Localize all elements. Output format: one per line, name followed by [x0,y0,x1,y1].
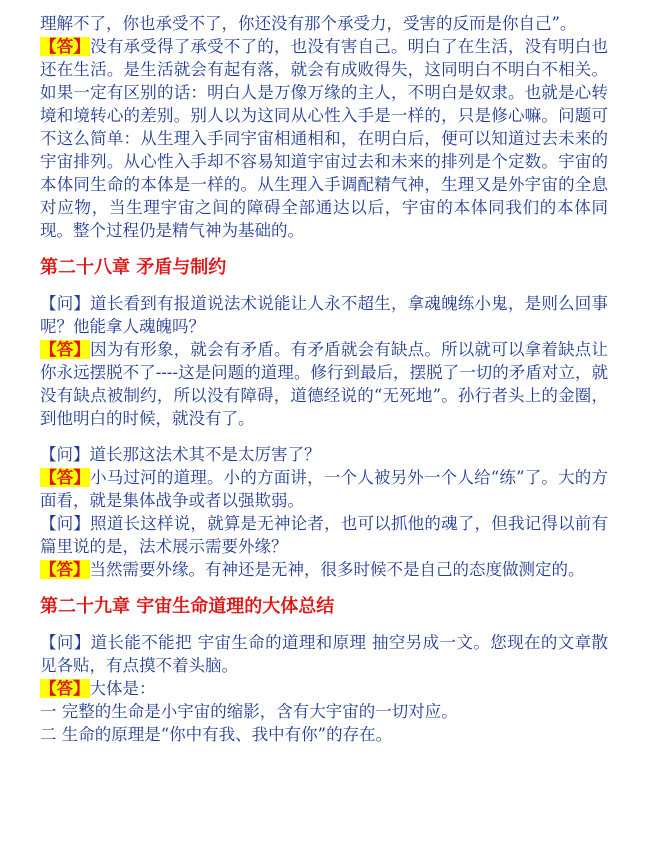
answer-label: 【答】 [40,560,90,579]
spacer [40,430,608,443]
intro-text: 理解不了，你也承受不了，你还没有那个承受力，受害的反而是你自己”。 [40,14,577,33]
chapter29-item2: 二 生命的原理是“你中有我、我中有你”的存在。 [40,725,393,744]
question-label: 【问】 [40,294,91,313]
chapter28-q2 [40,443,608,466]
chapter29-content [40,631,608,746]
chapter29-title: 第二十九章 宇宙生命道理的大体总结 [40,596,335,617]
answer-label: 【答】 [40,679,90,698]
answer-label: 【答】 [40,340,91,359]
chapter29-a1 [40,677,608,700]
chapter28-a3-text: 当然需要外缘。有神还是无神，很多时候不是自己的态度做测定的。 [89,560,585,579]
chapter28-q1 [40,292,608,338]
chapter28-q3-text: 照道长这样说，就算是无神论者，也可以抓他的魂了，但我记得以前有篇里说的是，法术展示需要外缘？ [40,514,609,556]
block1-answer-text: 没有承受得了承受不了的，也没有害自己。明白了在生活，没有明白也还在生活。是生活就会有起有落，就会有成败得失，这同明白不明白不相关。如果一定有区别的话：明白人是万像万缘的主人，不明白是奴隶。也就是心转境和境转心的差别。别人以为这同从心性入手是一样的，只是修心嘛。问题可不这么简单：从生理入手同宇宙相通相和，在明白后，便可以知道过去未来的宇宙排列。从心性入手却不容易知道宇宙过去和未来的排列是个定数。宇宙的本体同生命的本体是一样的。从生理入手调配精气神，生理又是外宇宙的全息对应物，当生理宇宙之间的障碍全部通达以后，宇宙的本体同我们的本体同现。整个过程仍是精气神为基础的。 [40,37,609,240]
chapter28-content [40,292,608,581]
chapter28-a2-text: 小马过河的道理。小的方面讲，一个人被另外一个人给“练”了。大的方面看，就是集体战争或者以强欺弱。 [40,468,609,510]
chapter28-a1-text: 因为有形象，就会有矛盾。有矛盾就会有缺点。所以就可以拿着缺点让你永远摆脱不了----这是问题的道理。修行到最后，摆脱了一切的矛盾对立，就没有缺点被制约，所以没有障碍，道德经说的“无死地”。孙行者头上的金圈，到他明白的时候，就没有了。 [40,340,609,428]
chapter29-q1-text: 道长能不能把 宇宙生命的道理和原理 抽空另成一文。您现在的文章散见各贴，有点摸不着头脑。 [40,633,608,675]
chapter29-a1-text: 大体是： [89,679,156,698]
chapter28-q2-text: 道长那这法术其不是太厉害了？ [89,445,321,464]
chapter28-q1-text: 道长看到有报道说法术说能让人永不超生，拿魂魄练小鬼，是则么回事呢？他能拿人魂魄吗？ [40,294,609,336]
chapter28-a2 [40,466,608,512]
question-label: 【问】 [40,445,90,464]
block1-answer-paragraph [40,35,608,242]
chapter28-q3 [40,512,608,558]
answer-label: 【答】 [40,468,91,487]
chapter28-a3 [40,558,608,581]
chapter28-title: 第二十八章 矛盾与制约 [40,257,227,278]
question-label: 【问】 [40,633,91,652]
chapter29-item1: 一 完整的生命是小宇宙的缩影，含有大宇宙的一切对应。 [40,702,458,721]
chapter28-a1 [40,338,608,430]
chapter29-q1 [40,631,608,677]
answer-label: 【答】 [40,37,91,56]
question-label: 【问】 [40,514,91,533]
intro-paragraph [40,12,608,35]
